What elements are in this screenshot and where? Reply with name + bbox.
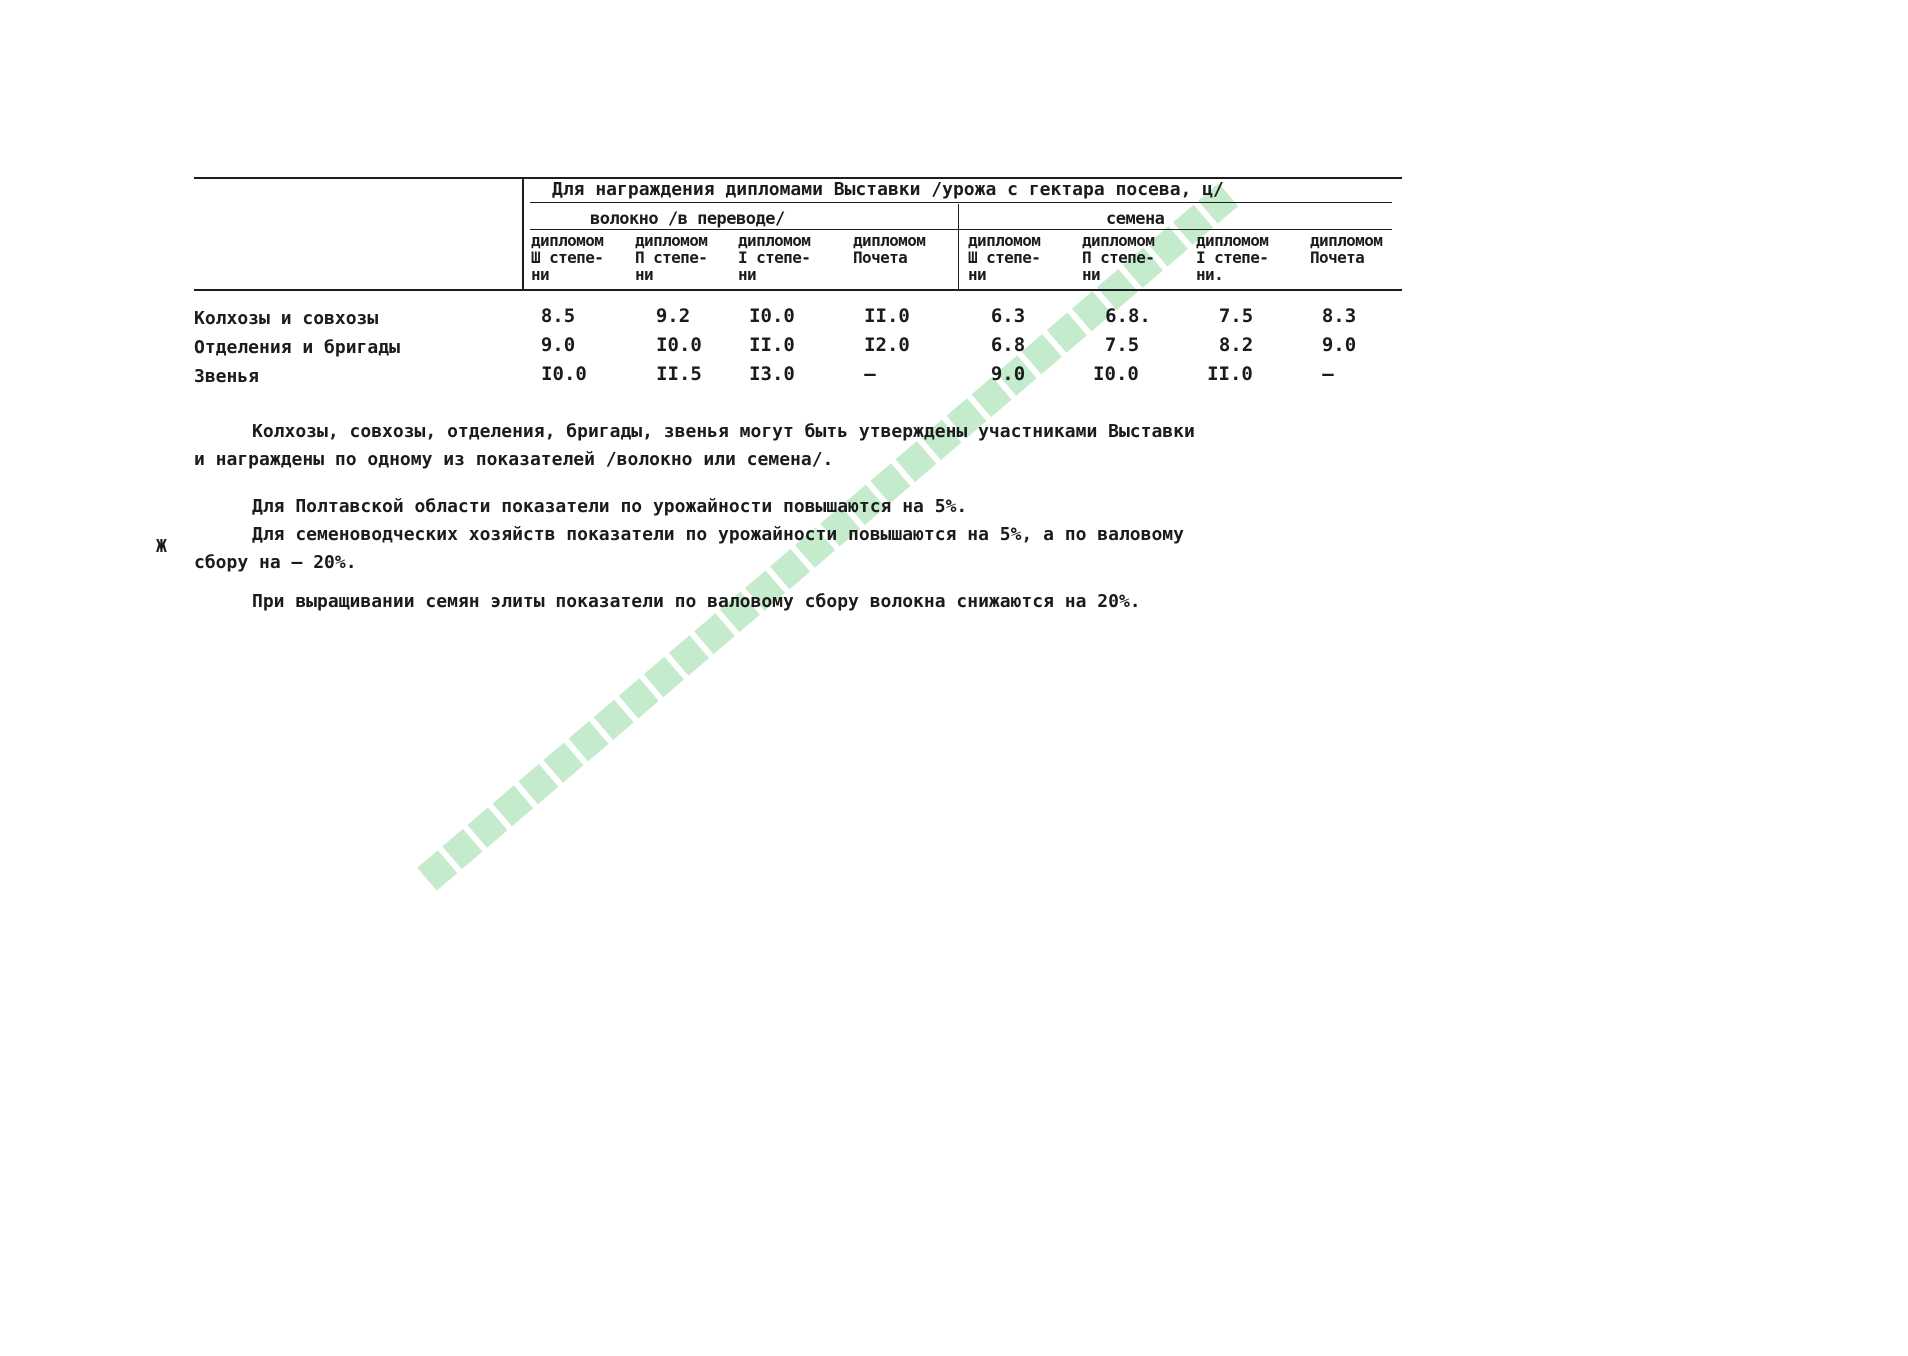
row-label: Звенья <box>194 366 260 387</box>
paragraph-1-line-2: и награждены по одному из показателей /волокно или семена/. <box>194 449 834 470</box>
table-cell: 9.2 <box>655 305 691 327</box>
table-cell: I0.0 <box>541 363 587 385</box>
paragraph-3-line-1: Для семеноводческих хозяйств показатели по урожайности повышаются на 5%, а по валовому <box>252 524 1184 545</box>
table-stub-divider <box>522 177 524 291</box>
table-cell: 8.5 <box>540 305 576 327</box>
paragraph-4: При выращивании семян элиты показатели по валовому сбору волокна снижаются на 20%. <box>252 591 1141 612</box>
table-header-rule <box>194 289 1402 291</box>
column-header: дипломом Почета <box>853 231 926 267</box>
subheader-fiber: волокно /в переводе/ <box>590 209 785 229</box>
column-header: дипломом Ш степе- ни <box>531 231 604 284</box>
table-cell: 6.8. <box>1105 305 1151 327</box>
group-header-rule <box>530 202 1392 203</box>
table-cell: II.5 <box>656 363 702 385</box>
subheader-rule <box>530 229 1392 230</box>
paragraph-1-line-1: Колхозы, совхозы, отделения, бригады, звенья могут быть утверждены участниками Выставки <box>252 421 1195 442</box>
table-cell: 6.3 <box>990 305 1026 327</box>
column-header: дипломом I степе- ни <box>738 231 811 284</box>
paragraph-3-line-2: сбору на – 20%. <box>194 552 357 573</box>
row-label: Отделения и бригады <box>194 337 400 358</box>
table-cell: I3.0 <box>749 363 795 385</box>
group-header: Для награждения дипломами Выставки /урожа с гектара посева, ц/ <box>552 179 1224 200</box>
subheader-seeds: семена <box>1106 209 1165 229</box>
table-cell: 8.3 <box>1321 305 1357 327</box>
table-cell: I0.0 <box>749 305 795 327</box>
table-cell: I2.0 <box>864 334 910 356</box>
table-cell: II.0 <box>1207 363 1253 385</box>
table-cell: 9.0 <box>1321 334 1357 356</box>
table-cell: II.0 <box>749 334 795 356</box>
row-label: Колхозы и совхозы <box>194 308 379 329</box>
table-cell: I0.0 <box>656 334 702 356</box>
table-cell: 8.2 <box>1218 334 1254 356</box>
margin-mark: Ж <box>156 536 167 557</box>
column-header: дипломом I степе- ни. <box>1196 231 1269 284</box>
table-cell: – <box>864 363 876 385</box>
table-cell: – <box>1322 363 1334 385</box>
paragraph-2: Для Полтавской области показатели по урожайности повышаются на 5%. <box>252 496 968 517</box>
table-cell: 9.0 <box>540 334 576 356</box>
table-cell: 7.5 <box>1104 334 1140 356</box>
table-cell: II.0 <box>864 305 910 327</box>
table-cell: 9.0 <box>990 363 1026 385</box>
column-header: дипломом П степе- ни <box>635 231 708 284</box>
column-header: дипломом Почета <box>1310 231 1383 267</box>
column-header: дипломом Ш степе- ни <box>968 231 1041 284</box>
table-cell: 7.5 <box>1218 305 1254 327</box>
table-cell: I0.0 <box>1093 363 1139 385</box>
table-cell: 6.8 <box>990 334 1026 356</box>
column-header: дипломом П степе- ни <box>1082 231 1155 284</box>
